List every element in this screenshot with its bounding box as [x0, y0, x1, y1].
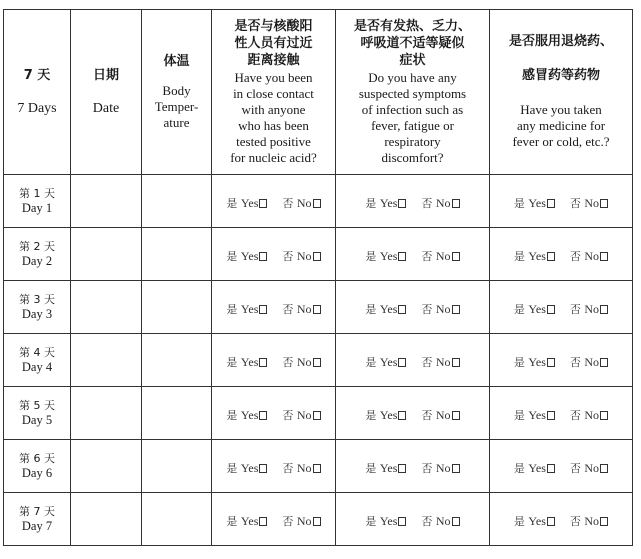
no-label-en: No [435, 460, 451, 475]
yes-label-zh: 是 [513, 355, 525, 369]
no-label-zh: 否 [421, 355, 433, 369]
date-cell[interactable] [71, 334, 142, 387]
yes-label-zh: 是 [226, 408, 238, 422]
close-contact-question-en-line: Have you been [234, 69, 313, 85]
medicine-question-header [490, 10, 633, 175]
symptoms-question-en-line: Do you have any [368, 69, 457, 85]
yes-label-zh: 是 [365, 408, 377, 422]
yes-option[interactable] [365, 301, 406, 317]
health-declaration-table [3, 9, 633, 546]
no-option[interactable] [421, 407, 459, 423]
no-checkbox[interactable] [313, 358, 321, 367]
yes-checkbox[interactable] [259, 305, 267, 314]
yes-label-zh: 是 [226, 302, 238, 316]
no-label-zh: 否 [421, 514, 433, 528]
day-label-zh: 第 7 天 [19, 504, 55, 518]
yes-label-en: Yes [528, 513, 546, 528]
medicine-answer-cell [490, 493, 633, 546]
yes-checkbox[interactable] [398, 305, 406, 314]
no-label-en: No [435, 407, 451, 422]
yes-label-zh: 是 [365, 514, 377, 528]
temperature-header-zh: 体温 [163, 53, 190, 69]
no-option[interactable] [570, 407, 608, 423]
no-option[interactable] [421, 195, 459, 211]
no-label-en: No [296, 248, 312, 263]
yes-checkbox[interactable] [547, 517, 555, 526]
yes-checkbox[interactable] [259, 252, 267, 261]
temperature-header-en-line: Body [162, 82, 191, 98]
no-checkbox[interactable] [600, 358, 608, 367]
day-label-en: Day 5 [21, 412, 53, 427]
yes-option[interactable] [514, 195, 555, 211]
no-label-en: No [584, 407, 600, 422]
close-contact-question-en-line: tested positive [236, 133, 311, 149]
yes-label-en: Yes [528, 301, 546, 316]
yes-option[interactable] [514, 248, 555, 264]
day-label-cell [4, 387, 71, 440]
no-option[interactable] [570, 460, 608, 476]
yes-label-zh: 是 [513, 302, 525, 316]
no-checkbox[interactable] [313, 517, 321, 526]
no-label-zh: 否 [421, 249, 433, 263]
no-label-zh: 否 [569, 514, 581, 528]
no-label-zh: 否 [282, 408, 294, 422]
symptoms-question-en-line: of infection such as [361, 101, 464, 117]
yes-option[interactable] [226, 354, 267, 370]
symptoms-answer-cell [336, 175, 490, 228]
temperature-header-en-line: Temper- [154, 98, 199, 114]
yes-checkbox[interactable] [547, 305, 555, 314]
no-checkbox[interactable] [313, 199, 321, 208]
yes-label-zh: 是 [226, 196, 238, 210]
yes-label-zh: 是 [513, 408, 525, 422]
no-label-en: No [435, 195, 451, 210]
no-checkbox[interactable] [600, 199, 608, 208]
medicine-answer-cell [490, 334, 633, 387]
medicine-question-en-line: Have you taken [520, 102, 602, 117]
date-cell[interactable] [71, 281, 142, 334]
yes-no-choice [514, 356, 608, 369]
yes-option[interactable] [514, 513, 555, 529]
date-cell[interactable] [71, 175, 142, 228]
yes-no-choice [365, 409, 459, 422]
no-option[interactable] [421, 513, 459, 529]
days-header [4, 10, 71, 175]
medicine-question-en-line: any medicine for [516, 118, 606, 133]
close-contact-answer-cell [212, 387, 336, 440]
no-checkbox[interactable] [600, 517, 608, 526]
no-checkbox[interactable] [313, 252, 321, 261]
date-cell[interactable] [71, 387, 142, 440]
symptoms-question-en-line: fever, fatigue or [371, 117, 454, 133]
yes-no-choice [365, 515, 459, 528]
close-contact-question-en-line: in close contact [233, 85, 314, 101]
medicine-answer-cell [490, 228, 633, 281]
no-checkbox[interactable] [313, 305, 321, 314]
yes-label-en: Yes [379, 354, 398, 369]
day-label-en: Day 2 [21, 253, 53, 268]
medicine-question-zh-line: 感冒药等药物 [521, 68, 600, 83]
date-header [71, 10, 142, 175]
yes-label-en: Yes [240, 301, 259, 316]
no-option[interactable] [421, 301, 459, 317]
yes-option[interactable] [514, 407, 555, 423]
day-label-cell [4, 281, 71, 334]
yes-checkbox[interactable] [398, 358, 406, 367]
yes-option[interactable] [365, 248, 406, 264]
no-label-en: No [584, 195, 600, 210]
day-label-en: Day 4 [21, 359, 53, 374]
no-checkbox[interactable] [452, 464, 460, 473]
day-label-cell [4, 440, 71, 493]
yes-label-en: Yes [240, 460, 259, 475]
no-label-zh: 否 [282, 196, 294, 210]
yes-label-en: Yes [379, 301, 398, 316]
day-rows [4, 175, 633, 546]
no-label-zh: 否 [421, 408, 433, 422]
medicine-answer-cell [490, 387, 633, 440]
yes-option[interactable] [514, 354, 555, 370]
no-label-en: No [296, 513, 312, 528]
yes-no-choice [226, 303, 320, 316]
no-label-zh: 否 [282, 249, 294, 263]
yes-checkbox[interactable] [398, 517, 406, 526]
yes-no-choice [514, 409, 608, 422]
yes-checkbox[interactable] [547, 358, 555, 367]
temperature-cell[interactable] [142, 493, 212, 546]
yes-label-en: Yes [379, 460, 398, 475]
no-checkbox[interactable] [313, 411, 321, 420]
no-checkbox[interactable] [452, 411, 460, 420]
symptoms-question-header [336, 10, 490, 175]
no-label-zh: 否 [282, 302, 294, 316]
no-label-en: No [296, 354, 312, 369]
yes-option[interactable] [514, 460, 555, 476]
no-label-zh: 否 [282, 461, 294, 475]
close-contact-answer-cell [212, 334, 336, 387]
no-label-en: No [435, 248, 451, 263]
yes-checkbox[interactable] [547, 464, 555, 473]
days-header-en: 7 Days [17, 101, 57, 116]
no-option[interactable] [282, 354, 320, 370]
yes-checkbox[interactable] [547, 411, 555, 420]
symptoms-question-en-line: discomfort? [381, 149, 444, 165]
yes-label-en: Yes [240, 407, 259, 422]
day-label-cell [4, 228, 71, 281]
yes-option[interactable] [365, 513, 406, 529]
symptoms-question-zh-line: 是否有发热、乏力、 [353, 18, 471, 34]
close-contact-question-en-line: with anyone [241, 101, 306, 117]
yes-no-choice [365, 462, 459, 475]
yes-option[interactable] [514, 301, 555, 317]
yes-label-en: Yes [528, 407, 546, 422]
close-contact-question-header [212, 10, 336, 175]
yes-checkbox[interactable] [259, 464, 267, 473]
days-header-zh: 7 天 [23, 68, 51, 83]
yes-label-en: Yes [528, 354, 546, 369]
no-label-zh: 否 [569, 249, 581, 263]
no-label-en: No [296, 301, 312, 316]
symptoms-answer-cell [336, 228, 490, 281]
no-label-en: No [584, 513, 600, 528]
temperature-cell[interactable] [142, 175, 212, 228]
symptoms-answer-cell [336, 493, 490, 546]
temperature-cell[interactable] [142, 387, 212, 440]
yes-label-zh: 是 [226, 461, 238, 475]
yes-option[interactable] [365, 354, 406, 370]
no-label-en: No [584, 248, 600, 263]
day-label-cell [4, 175, 71, 228]
header-row [4, 10, 633, 175]
no-option[interactable] [570, 301, 608, 317]
no-label-zh: 否 [282, 355, 294, 369]
day-row [4, 228, 633, 281]
yes-no-choice [514, 250, 608, 263]
yes-option[interactable] [365, 195, 406, 211]
yes-label-en: Yes [379, 195, 398, 210]
symptoms-answer-cell [336, 387, 490, 440]
no-checkbox[interactable] [313, 464, 321, 473]
no-checkbox[interactable] [600, 411, 608, 420]
no-label-en: No [435, 354, 451, 369]
no-checkbox[interactable] [452, 305, 460, 314]
no-option[interactable] [282, 195, 320, 211]
no-option[interactable] [570, 513, 608, 529]
yes-label-zh: 是 [365, 249, 377, 263]
yes-checkbox[interactable] [398, 199, 406, 208]
yes-label-zh: 是 [513, 514, 525, 528]
yes-no-choice [514, 462, 608, 475]
no-option[interactable] [282, 301, 320, 317]
symptoms-answer-cell [336, 334, 490, 387]
no-option[interactable] [282, 460, 320, 476]
day-row [4, 281, 633, 334]
yes-no-choice [226, 356, 320, 369]
yes-label-en: Yes [240, 354, 259, 369]
no-label-zh: 否 [421, 461, 433, 475]
date-header-en: Date [92, 101, 120, 116]
symptoms-answer-cell [336, 440, 490, 493]
day-label-en: Day 1 [21, 200, 53, 215]
temperature-cell[interactable] [142, 334, 212, 387]
yes-no-choice [365, 303, 459, 316]
yes-label-zh: 是 [365, 355, 377, 369]
yes-option[interactable] [226, 195, 267, 211]
yes-no-choice [226, 250, 320, 263]
yes-option[interactable] [226, 513, 267, 529]
no-checkbox[interactable] [600, 464, 608, 473]
day-row [4, 493, 633, 546]
no-label-en: No [296, 195, 312, 210]
no-label-en: No [435, 513, 451, 528]
yes-no-choice [365, 356, 459, 369]
yes-label-en: Yes [240, 513, 259, 528]
temperature-cell[interactable] [142, 440, 212, 493]
close-contact-question-en-line: who has been [238, 117, 309, 133]
yes-checkbox[interactable] [259, 517, 267, 526]
yes-option[interactable] [226, 460, 267, 476]
close-contact-answer-cell [212, 440, 336, 493]
no-checkbox[interactable] [452, 199, 460, 208]
yes-checkbox[interactable] [547, 199, 555, 208]
yes-label-en: Yes [379, 248, 398, 263]
yes-label-zh: 是 [365, 302, 377, 316]
date-cell[interactable] [71, 493, 142, 546]
day-label-en: Day 7 [21, 518, 53, 533]
yes-checkbox[interactable] [398, 464, 406, 473]
yes-no-choice [226, 409, 320, 422]
yes-no-choice [226, 197, 320, 210]
yes-no-choice [226, 462, 320, 475]
yes-label-zh: 是 [513, 196, 525, 210]
temperature-cell[interactable] [142, 228, 212, 281]
symptoms-question-zh-line: 呼吸道不适等疑似 [360, 35, 465, 51]
yes-no-choice [365, 250, 459, 263]
yes-no-choice [514, 303, 608, 316]
yes-option[interactable] [365, 407, 406, 423]
yes-label-en: Yes [240, 248, 259, 263]
yes-label-zh: 是 [365, 196, 377, 210]
no-checkbox[interactable] [452, 252, 460, 261]
no-checkbox[interactable] [452, 517, 460, 526]
day-label-zh: 第 3 天 [19, 292, 55, 306]
yes-no-choice [514, 197, 608, 210]
close-contact-question-en-line: for nucleic acid? [230, 149, 317, 165]
no-label-en: No [435, 301, 451, 316]
day-label-zh: 第 2 天 [19, 239, 55, 253]
medicine-answer-cell [490, 281, 633, 334]
yes-label-zh: 是 [226, 249, 238, 263]
no-label-en: No [296, 407, 312, 422]
no-option[interactable] [570, 354, 608, 370]
close-contact-answer-cell [212, 228, 336, 281]
no-checkbox[interactable] [600, 252, 608, 261]
yes-label-en: Yes [379, 407, 398, 422]
yes-checkbox[interactable] [547, 252, 555, 261]
temperature-header-en-line: ature [163, 114, 190, 130]
close-contact-question-zh-line: 是否与核酸阳 [234, 18, 313, 34]
day-label-en: Day 3 [21, 306, 53, 321]
no-label-en: No [584, 301, 600, 316]
day-row [4, 175, 633, 228]
close-contact-question-zh-line: 距离接触 [247, 52, 300, 68]
no-label-zh: 否 [569, 461, 581, 475]
yes-option[interactable] [226, 301, 267, 317]
no-option[interactable] [282, 248, 320, 264]
no-checkbox[interactable] [600, 305, 608, 314]
day-row [4, 387, 633, 440]
no-label-zh: 否 [569, 302, 581, 316]
no-label-zh: 否 [569, 355, 581, 369]
no-checkbox[interactable] [452, 358, 460, 367]
day-label-en: Day 6 [21, 465, 53, 480]
yes-option[interactable] [226, 407, 267, 423]
yes-option[interactable] [226, 248, 267, 264]
symptoms-question-en-line: respiratory [384, 133, 441, 149]
symptoms-question-en-line: suspected symptoms [358, 85, 467, 101]
no-label-zh: 否 [569, 196, 581, 210]
no-label-zh: 否 [421, 196, 433, 210]
yes-checkbox[interactable] [259, 199, 267, 208]
no-label-zh: 否 [421, 302, 433, 316]
yes-checkbox[interactable] [259, 411, 267, 420]
date-cell[interactable] [71, 440, 142, 493]
medicine-question-zh-line: 是否服用退烧药、 [508, 34, 613, 49]
yes-label-en: Yes [240, 195, 259, 210]
temperature-header [142, 10, 212, 175]
no-label-zh: 否 [282, 514, 294, 528]
close-contact-answer-cell [212, 281, 336, 334]
yes-label-en: Yes [528, 460, 546, 475]
yes-no-choice [514, 515, 608, 528]
day-label-zh: 第 5 天 [19, 398, 55, 412]
temperature-cell[interactable] [142, 281, 212, 334]
no-option[interactable] [421, 354, 459, 370]
no-option[interactable] [282, 407, 320, 423]
day-label-cell [4, 334, 71, 387]
yes-label-zh: 是 [226, 355, 238, 369]
yes-label-zh: 是 [513, 461, 525, 475]
close-contact-answer-cell [212, 175, 336, 228]
close-contact-answer-cell [212, 493, 336, 546]
yes-label-en: Yes [528, 195, 546, 210]
yes-no-choice [365, 197, 459, 210]
yes-option[interactable] [365, 460, 406, 476]
yes-label-zh: 是 [365, 461, 377, 475]
yes-checkbox[interactable] [259, 358, 267, 367]
date-cell[interactable] [71, 228, 142, 281]
yes-label-en: Yes [379, 513, 398, 528]
yes-label-zh: 是 [226, 514, 238, 528]
no-label-zh: 否 [569, 408, 581, 422]
no-option[interactable] [421, 248, 459, 264]
yes-label-en: Yes [528, 248, 546, 263]
yes-checkbox[interactable] [398, 252, 406, 261]
day-label-zh: 第 6 天 [19, 451, 55, 465]
medicine-question-en-line: fever or cold, etc.? [512, 134, 610, 149]
no-label-en: No [584, 460, 600, 475]
day-label-zh: 第 1 天 [19, 186, 55, 200]
symptoms-question-zh-line: 症状 [399, 52, 426, 68]
day-label-cell [4, 493, 71, 546]
day-row [4, 440, 633, 493]
no-label-en: No [584, 354, 600, 369]
no-option[interactable] [570, 248, 608, 264]
date-header-zh: 日期 [92, 68, 119, 83]
no-option[interactable] [421, 460, 459, 476]
symptoms-answer-cell [336, 281, 490, 334]
no-option[interactable] [282, 513, 320, 529]
day-label-zh: 第 4 天 [19, 345, 55, 359]
no-option[interactable] [570, 195, 608, 211]
yes-checkbox[interactable] [398, 411, 406, 420]
close-contact-question-zh-line: 性人员有过近 [234, 35, 313, 51]
medicine-answer-cell [490, 440, 633, 493]
yes-no-choice [226, 515, 320, 528]
day-row [4, 334, 633, 387]
yes-label-zh: 是 [513, 249, 525, 263]
no-label-en: No [296, 460, 312, 475]
medicine-answer-cell [490, 175, 633, 228]
